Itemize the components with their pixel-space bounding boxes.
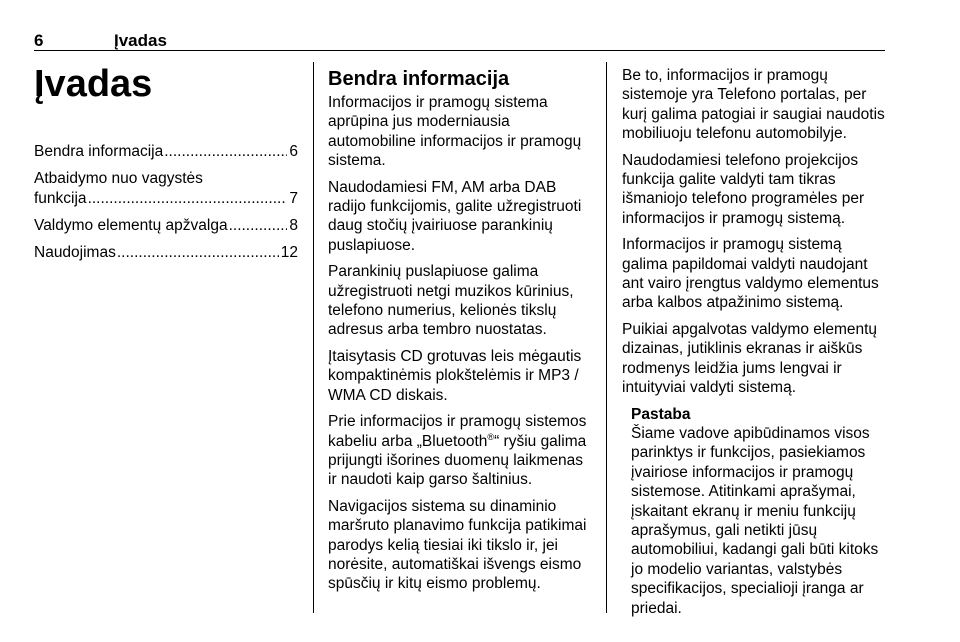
toc-page-number: 12 <box>280 244 298 261</box>
paragraph: Be to, informacijos ir pramogų sistemoje yra Telefono portalas, per kurį galima patogiai ir saugiai naudotis mobiliuoju telefonu automobilyje. <box>622 67 885 143</box>
column-divider <box>313 62 314 613</box>
header-rule <box>34 50 885 51</box>
paragraph: Informacijos ir pramogų sistema aprūpina jus moderniausia automobiline informacijos ir pramogų sistema. <box>328 94 582 170</box>
toc-entry[interactable] <box>34 169 298 209</box>
toc-entry-label: Naudojimas <box>34 244 116 261</box>
paragraph: Navigacijos sistema su dinaminio maršruto planavimo funkcija patikimai parodys kelią tiesiai iki tikslo ir, jei norėsite, automatiškai išvengs eismo spūsčių ir kitų eismo problemų. <box>328 497 587 593</box>
toc-entry-label: Valdymo elementų apžvalga <box>34 217 228 234</box>
table-of-contents <box>34 142 298 270</box>
column-divider <box>606 62 607 613</box>
paragraph: Įtaisytasis CD grotuvas leis mėgautis kompaktinėmis plokštelėmis ir MP3 / WMA CD diskais. <box>328 347 582 404</box>
text-column-middle <box>328 66 594 601</box>
toc-leader-dots <box>164 142 287 162</box>
toc-entry[interactable] <box>34 243 298 263</box>
chapter-title: Įvadas <box>34 63 153 105</box>
registered-mark: ® <box>487 431 495 442</box>
paragraph: Naudodamiesi FM, AM arba DAB radijo funkcijomis, galite užregistruoti daug stočių įvairiuose parankinių puslapiuose. <box>328 178 582 254</box>
text-column-right <box>622 66 887 618</box>
toc-leader-dots <box>229 216 288 236</box>
toc-leader-dots <box>117 243 279 263</box>
paragraph: Informacijos ir pramogų sistemą galima papildomai valdyti naudojant ant vairo įrengtus valdymo elementus arba kalbos atpažinimo sistemą. <box>622 236 879 312</box>
toc-entry-label: Bendra informacija <box>34 143 164 160</box>
section-heading: Bendra informacija <box>328 68 510 90</box>
toc-entry[interactable] <box>34 142 298 162</box>
paragraph: Naudodamiesi telefono projekcijos funkcija galite valdyti tam tikras išmaniojo telefono programėles per informacijos ir pramogų sistemą. <box>622 151 865 227</box>
toc-entry[interactable] <box>34 216 298 236</box>
toc-page-number: 6 <box>289 143 298 160</box>
running-title: Įvadas <box>114 31 167 50</box>
text-span: “ ryšiu galima prijungti išorines duomenų laikmenas ir naudoti kaip garso šaltinius. <box>328 432 587 489</box>
note-text: Šiame vadove apibūdinamos visos parinktys ir funkcijos, pasiekiamos įvairiose informacijos ir pramogų sistemose. Atitinkami aprašymai, įskaitant ekranų ir meniu funkcijų aprašymus, gali netikti jūsų automobiliui, kadangi gali būti kitoks jo modelio variantas, valstybės specifikacijos, specialioji įranga ar priedai. <box>631 424 879 617</box>
toc-entry-label: Atbaidymo nuo vagystės <box>34 170 203 187</box>
toc-page-number: 8 <box>289 217 298 234</box>
paragraph: Puikiai apgalvotas valdymo elementų dizainas, jutiklinis ekranas ir aiškūs rodmenys leidžia jums lengvai ir intuityviai valdyti sistemą. <box>622 320 878 397</box>
text-span: Prie informacijos ir pramogų sistemos kabeliu arba „Bluetooth <box>328 413 587 450</box>
note-box <box>622 405 887 618</box>
toc-leader-dots <box>88 189 288 209</box>
note-title: Pastaba <box>631 405 691 423</box>
paragraph: Parankinių puslapiuose galima užregistruoti netgi muzikos kūrinius, telefono numerius, kelionės tikslų adresus arba tembro nuostatas. <box>328 263 574 339</box>
paragraph-bluetooth <box>328 412 594 490</box>
toc-page-number: 7 <box>289 190 298 207</box>
page-number: 6 <box>34 31 44 50</box>
toc-entry-label: funkcija <box>34 190 87 207</box>
